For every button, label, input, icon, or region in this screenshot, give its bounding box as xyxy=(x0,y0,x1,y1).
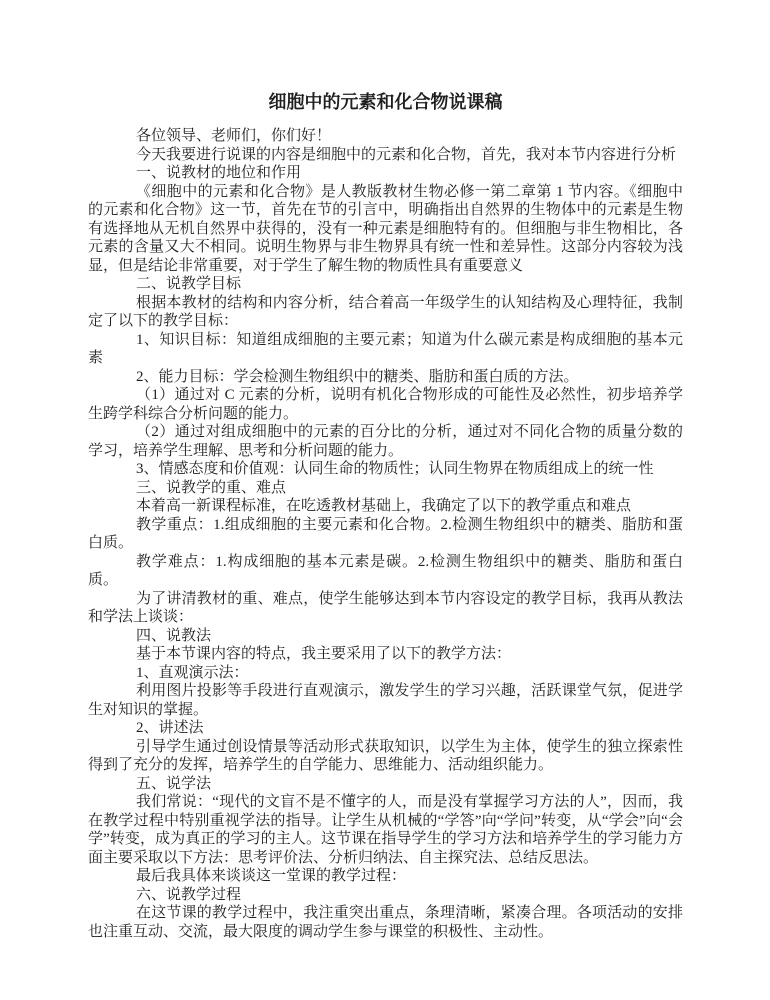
paragraph: 五、说学法 xyxy=(136,775,212,792)
paragraph: 我们常说：“现代的文盲不是不懂字的人，而是没有掌握学习方法的人”，因而，我在教学过程中特别重视学法的指导。让学生从机械的“学答”向“学问”转变，从“学会”向“会学”转变，成为真正的学习的主人。这节课在指导学生的学习方法和培养学生的学习能力方面主要采取以下方法：思考评价法、分析归纳法、自主探究法、总结反思法。 xyxy=(88,794,683,866)
paragraph: 一、说教材的地位和作用 xyxy=(136,165,302,181)
paragraph: 教学重点：1.组成细胞的主要元素和化合物。2.检测生物组织中的糖类、脂肪和蛋白质。 xyxy=(88,516,683,551)
paragraph: 三、说教学的重、难点 xyxy=(136,479,287,496)
paragraph: （1）通过对 C 元素的分析，说明有机化合物形成的可能性及必然性，初步培养学生跨学科综合分析问题的能力。 xyxy=(88,387,683,422)
paragraph: 《细胞中的元素和化合物》是人教版教材生物必修一第二章第 1 节内容。《细胞中的元素和化合物》这一节，首先在节的引言中，明确指出自然界的生物体中的元素是生物有选择地从无机自然界中获得的，没有一种元素是细胞特有的。但细胞与非生物相比，各元素的含量又大不相同。说明生物界与非生物界具有统一性和差异性。这部分内容较为浅显，但是结论非常重要，对于学生了解生物的物质性具有重要意义 xyxy=(88,183,683,274)
paragraph: 根据本教材的结构和内容分析，结合着高一年级学生的认知结构及心理特征，我制定了以下的教学目标： xyxy=(88,294,683,329)
paragraph: 1、直观演示法： xyxy=(136,664,249,681)
paragraph: 今天我要进行说课的内容是细胞中的元素和化合物，首先，我对本节内容进行分析 xyxy=(136,146,677,163)
paragraph: 利用图片投影等手段进行直观演示，激发学生的学习兴趣，活跃课堂气氛，促进学生对知识的掌握。 xyxy=(88,683,683,718)
paragraph: 基于本节课内容的特点，我主要采用了以下的教学方法： xyxy=(136,646,512,662)
paragraph: 二、说教学目标 xyxy=(136,276,242,292)
paragraph: 引导学生通过创设情景等活动形式获取知识，以学生为主体，使学生的独立探索性得到了充分的发挥，培养学生的自学能力、思维能力、活动组织能力。 xyxy=(88,738,683,773)
paragraph: 六、说教学过程 xyxy=(136,886,242,903)
paragraph: 最后我具体来谈谈这一堂课的教学过程： xyxy=(136,868,407,884)
paragraph: 本着高一新课程标准，在吃透教材基础上，我确定了以下的教学重点和难点 xyxy=(136,498,632,514)
paragraph: 1、知识目标：知道组成细胞的主要元素；知道为什么碳元素是构成细胞的基本元素 xyxy=(88,331,683,366)
paragraph: 为了讲清教材的重、难点，使学生能够达到本节内容设定的教学目标，我再从教法和学法上谈谈： xyxy=(88,590,683,625)
paragraph: 3、情感态度和价值观：认同生命的物质性；认同生物界在物质组成上的统一性 xyxy=(136,461,654,477)
paragraph: 各位领导、老师们，你们好！ xyxy=(136,128,332,144)
document-title: 细胞中的元素和化合物说课稿 xyxy=(268,92,503,112)
paragraph: 教学难点：1.构成细胞的基本元素是碳。2.检测生物组织中的糖类、脂肪和蛋白质。 xyxy=(88,553,683,588)
paragraph: 四、说教法 xyxy=(136,627,212,644)
paragraph: （2）通过对组成细胞中的元素的百分比的分析，通过对不同化合物的质量分数的学习，培养学生理解、思考和分析问题的能力。 xyxy=(88,424,683,459)
paragraph: 2、能力目标：学会检测生物组织中的糖类、脂肪和蛋白质的方法。 xyxy=(136,368,579,385)
paragraph: 在这节课的教学过程中，我注重突出重点，条理清晰，紧凑合理。各项活动的安排也注重互动、交流，最大限度的调动学生参与课堂的积极性、主动性。 xyxy=(88,905,683,940)
document-content xyxy=(88,90,683,941)
document-body xyxy=(88,127,683,941)
paragraph: 2、讲述法 xyxy=(136,720,204,736)
